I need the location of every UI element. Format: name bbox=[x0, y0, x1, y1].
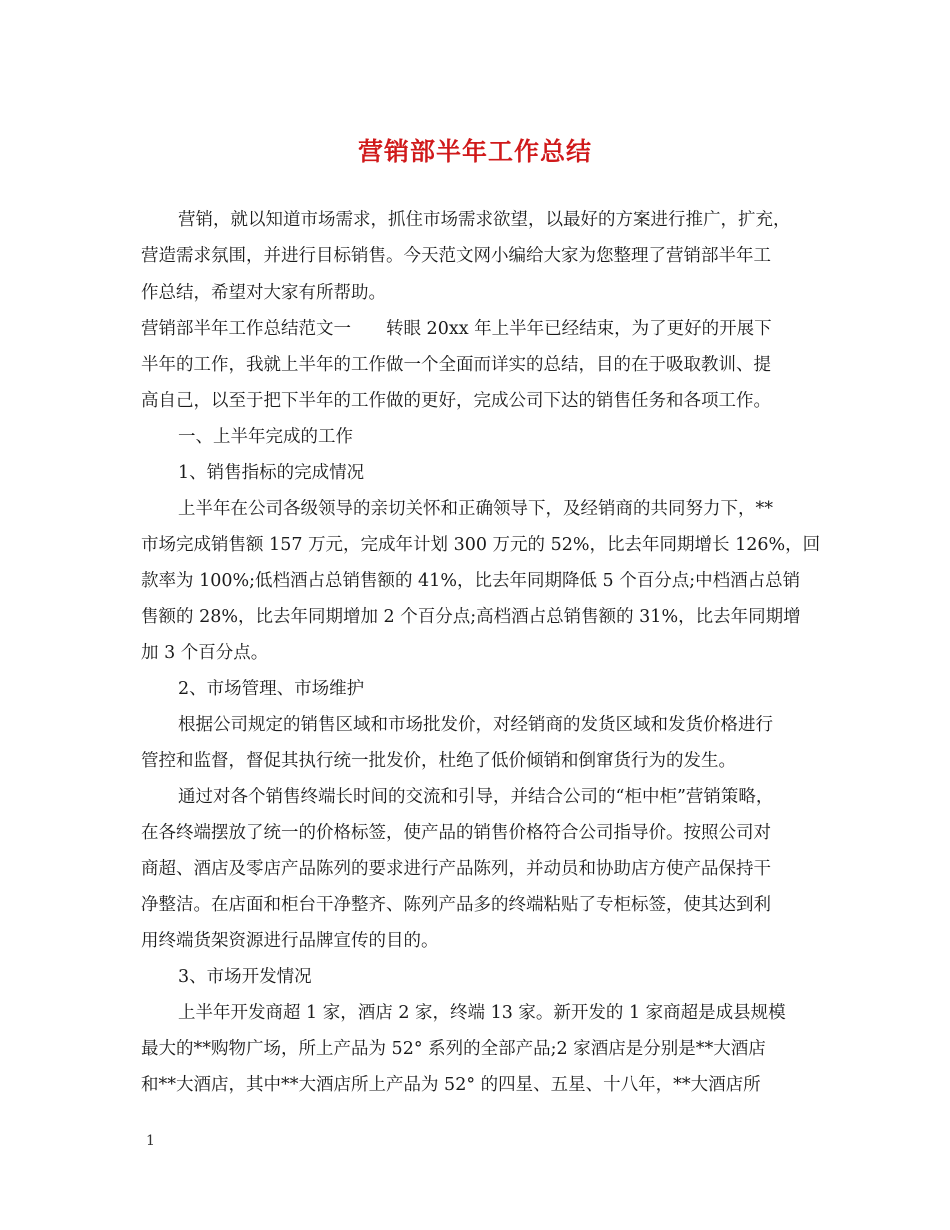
document-title: 营销部半年工作总结 bbox=[357, 137, 592, 166]
subsection-heading: 3、市场开发情况 bbox=[178, 967, 312, 987]
text-line: 上半年在公司各级领导的亲切关怀和正确领导下，及经销商的共同努力下，** bbox=[178, 499, 773, 519]
subsection-heading: 2、市场管理、市场维护 bbox=[178, 679, 365, 699]
text-line: 营造需求氛围，并进行目标销售。今天范文网小编给大家为您整理了营销部半年工 bbox=[141, 246, 771, 266]
section-heading: 一、上半年完成的工作 bbox=[178, 427, 353, 447]
text-line: 市场完成销售额 157 万元，完成年计划 300 万元的 52%，比去年同期增长 126%，回 bbox=[141, 535, 821, 555]
text-line: 净整洁。在店面和柜台干净整齐、陈列产品多的终端粘贴了专柜标签，使其达到利 bbox=[141, 895, 771, 915]
text-line: 营销，就以知道市场需求，抓住市场需求欲望，以最好的方案进行推广，扩充， bbox=[178, 210, 791, 230]
text-line: 营销部半年工作总结范文一 转眼 20xx 年上半年已经结束，为了更好的开展下 bbox=[141, 319, 772, 339]
text-line: 通过对各个销售终端长时间的交流和引导，并结合公司的“柜中柜”营销策略， bbox=[178, 787, 774, 807]
text-line: 用终端货架资源进行品牌宣传的目的。 bbox=[141, 931, 439, 951]
text-line: 售额的 28%，比去年同期增加 2 个百分点;高档酒占总销售额的 31%，比去年同期增 bbox=[141, 607, 801, 627]
text-line: 作总结，希望对大家有所帮助。 bbox=[141, 283, 386, 303]
subsection-heading: 1、销售指标的完成情况 bbox=[178, 463, 365, 483]
text-line: 最大的**购物广场，所上产品为 52° 系列的全部产品;2 家酒店是分别是**大酒店 bbox=[141, 1039, 766, 1059]
text-line: 半年的工作，我就上半年的工作做一个全面而详实的总结，目的在于吸取教训、提 bbox=[141, 355, 771, 375]
text-line: 在各终端摆放了统一的价格标签，使产品的销售价格符合公司指导价。按照公司对 bbox=[141, 823, 771, 843]
page-number: 1 bbox=[146, 1133, 155, 1149]
text-line: 根据公司规定的销售区域和市场批发价，对经销商的发货区域和发货价格进行 bbox=[178, 715, 773, 735]
text-line: 款率为 100%;低档酒占总销售额的 41%，比去年同期降低 5 个百分点;中档酒占总销 bbox=[141, 571, 801, 591]
text-line: 管控和监督，督促其执行统一批发价，杜绝了低价倾销和倒窜货行为的发生。 bbox=[141, 751, 736, 771]
text-line: 高自己，以至于把下半年的工作做的更好，完成公司下达的销售任务和各项工作。 bbox=[141, 391, 771, 411]
text-line: 和**大酒店，其中**大酒店所上产品为 52° 的四星、五星、十八年，**大酒店所 bbox=[141, 1075, 761, 1095]
text-line: 加 3 个百分点。 bbox=[141, 643, 269, 663]
text-line: 商超、酒店及零店产品陈列的要求进行产品陈列，并动员和协助店方使产品保持干 bbox=[141, 859, 771, 879]
text-line: 上半年开发商超 1 家，酒店 2 家，终端 13 家。新开发的 1 家商超是成县规模 bbox=[178, 1003, 786, 1023]
